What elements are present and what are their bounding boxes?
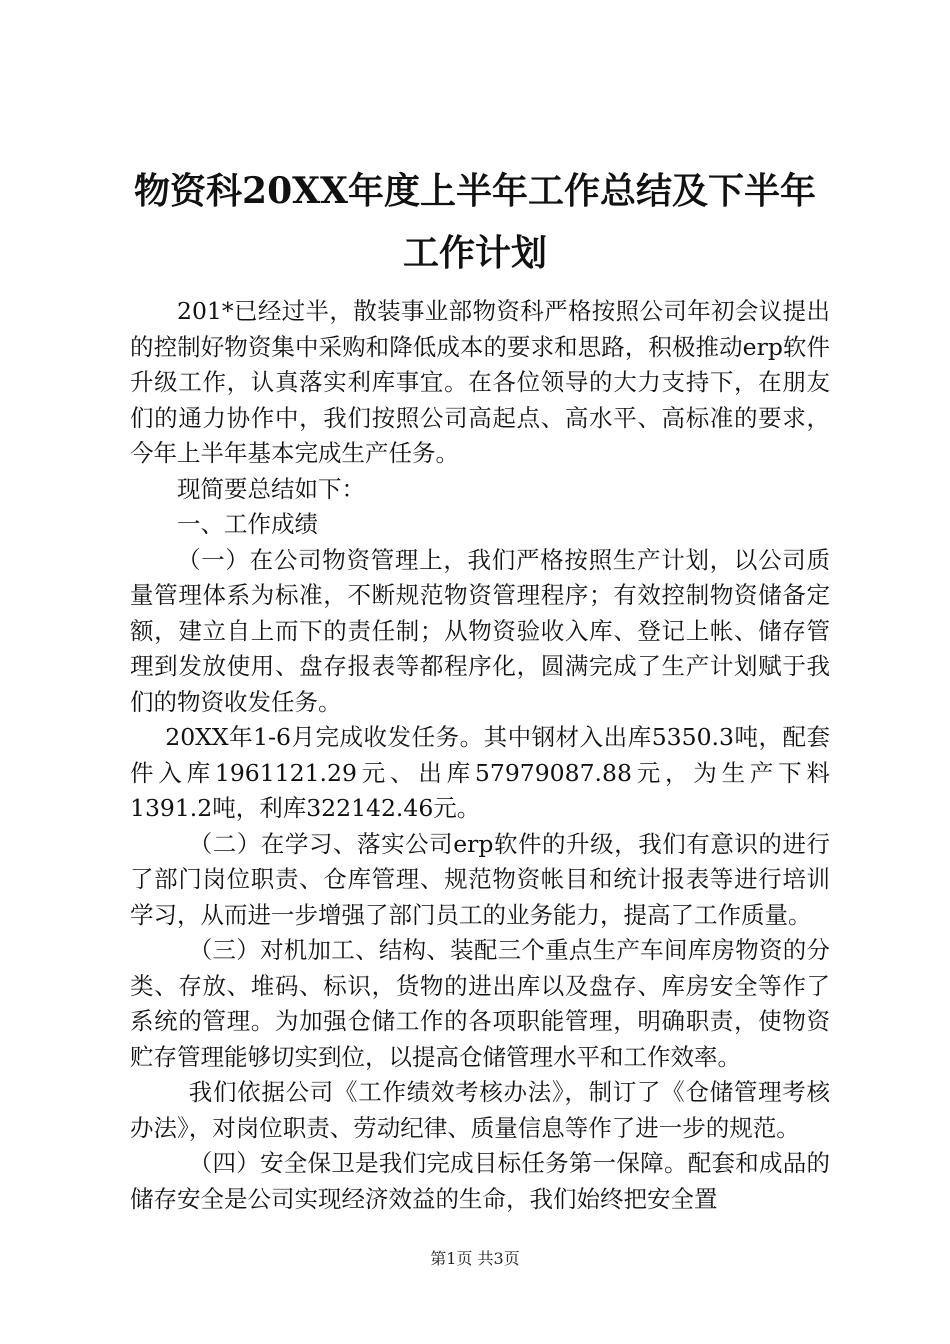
section-heading-achievements: 一、工作成绩 [177, 510, 318, 538]
paragraph-item-4: （四）安全保卫是我们完成目标任务第一保障。配套和成品的储存安全是公司实现经济效益的生命，我们始终把安全置 [130, 1149, 830, 1213]
paragraph-assessment: 我们依据公司《工作绩效考核办法》，制订了《仓储管理考核办法》，对岗位职责、劳动纪律、质量信息等作了进一步的规范。 [130, 1078, 830, 1142]
paragraph-item-2: （二）在学习、落实公司erp软件的升级，我们有意识的进行了部门岗位职责、仓库管理、规范物资帐目和统计报表等进行培训学习，从而进一步增强了部门员工的业务能力，提高了工作质量。 [130, 829, 830, 929]
document-title: 物资科20XX年度上半年工作总结及下半年工作计划 [134, 170, 816, 274]
document-body [130, 294, 830, 1217]
paragraph-summary-lead: 现简要总结如下： [177, 474, 365, 503]
paragraph-item-1: （一）在公司物资管理上，我们严格按照生产计划，以公司质量管理体系为标准，不断规范物资管理程序；有效控制物资储备定额，建立自上而下的责任制；从物资验收入库、登记上帐、储存管理到发放使用、盘存报表等都程序化，圆满完成了生产计划赋于我们的物资收发任务。 [130, 545, 830, 716]
page-number: 第1页 共3页 [430, 1249, 520, 1268]
paragraph-intro: 201*已经过半，散装事业部物资科严格按照公司年初会议提出的控制好物资集中采购和降低成本的要求和思路，积极推动erp软件升级工作，认真落实利库事宜。在各位领导的大力支持下，在朋友们的通力协作中，我们按照公司高起点、高水平、高标准的要求，今年上半年基本完成生产任务。 [130, 297, 830, 467]
paragraph-statistics: 20XX年1-6月完成收发任务。其中钢材入出库5350.3吨，配套件入库1961121.29元、出库57979087.88元，为生产下料1391.2吨，利库322142.46元。 [130, 723, 830, 822]
paragraph-item-3: （三）对机加工、结构、装配三个重点生产车间库房物资的分类、存放、堆码、标识，货物的进出库以及盘存、库房安全等作了系统的管理。为加强仓储工作的各项职能管理，明确职责，使物资贮存管理能够切实到位，以提高仓储管理水平和工作效率。 [130, 936, 830, 1071]
